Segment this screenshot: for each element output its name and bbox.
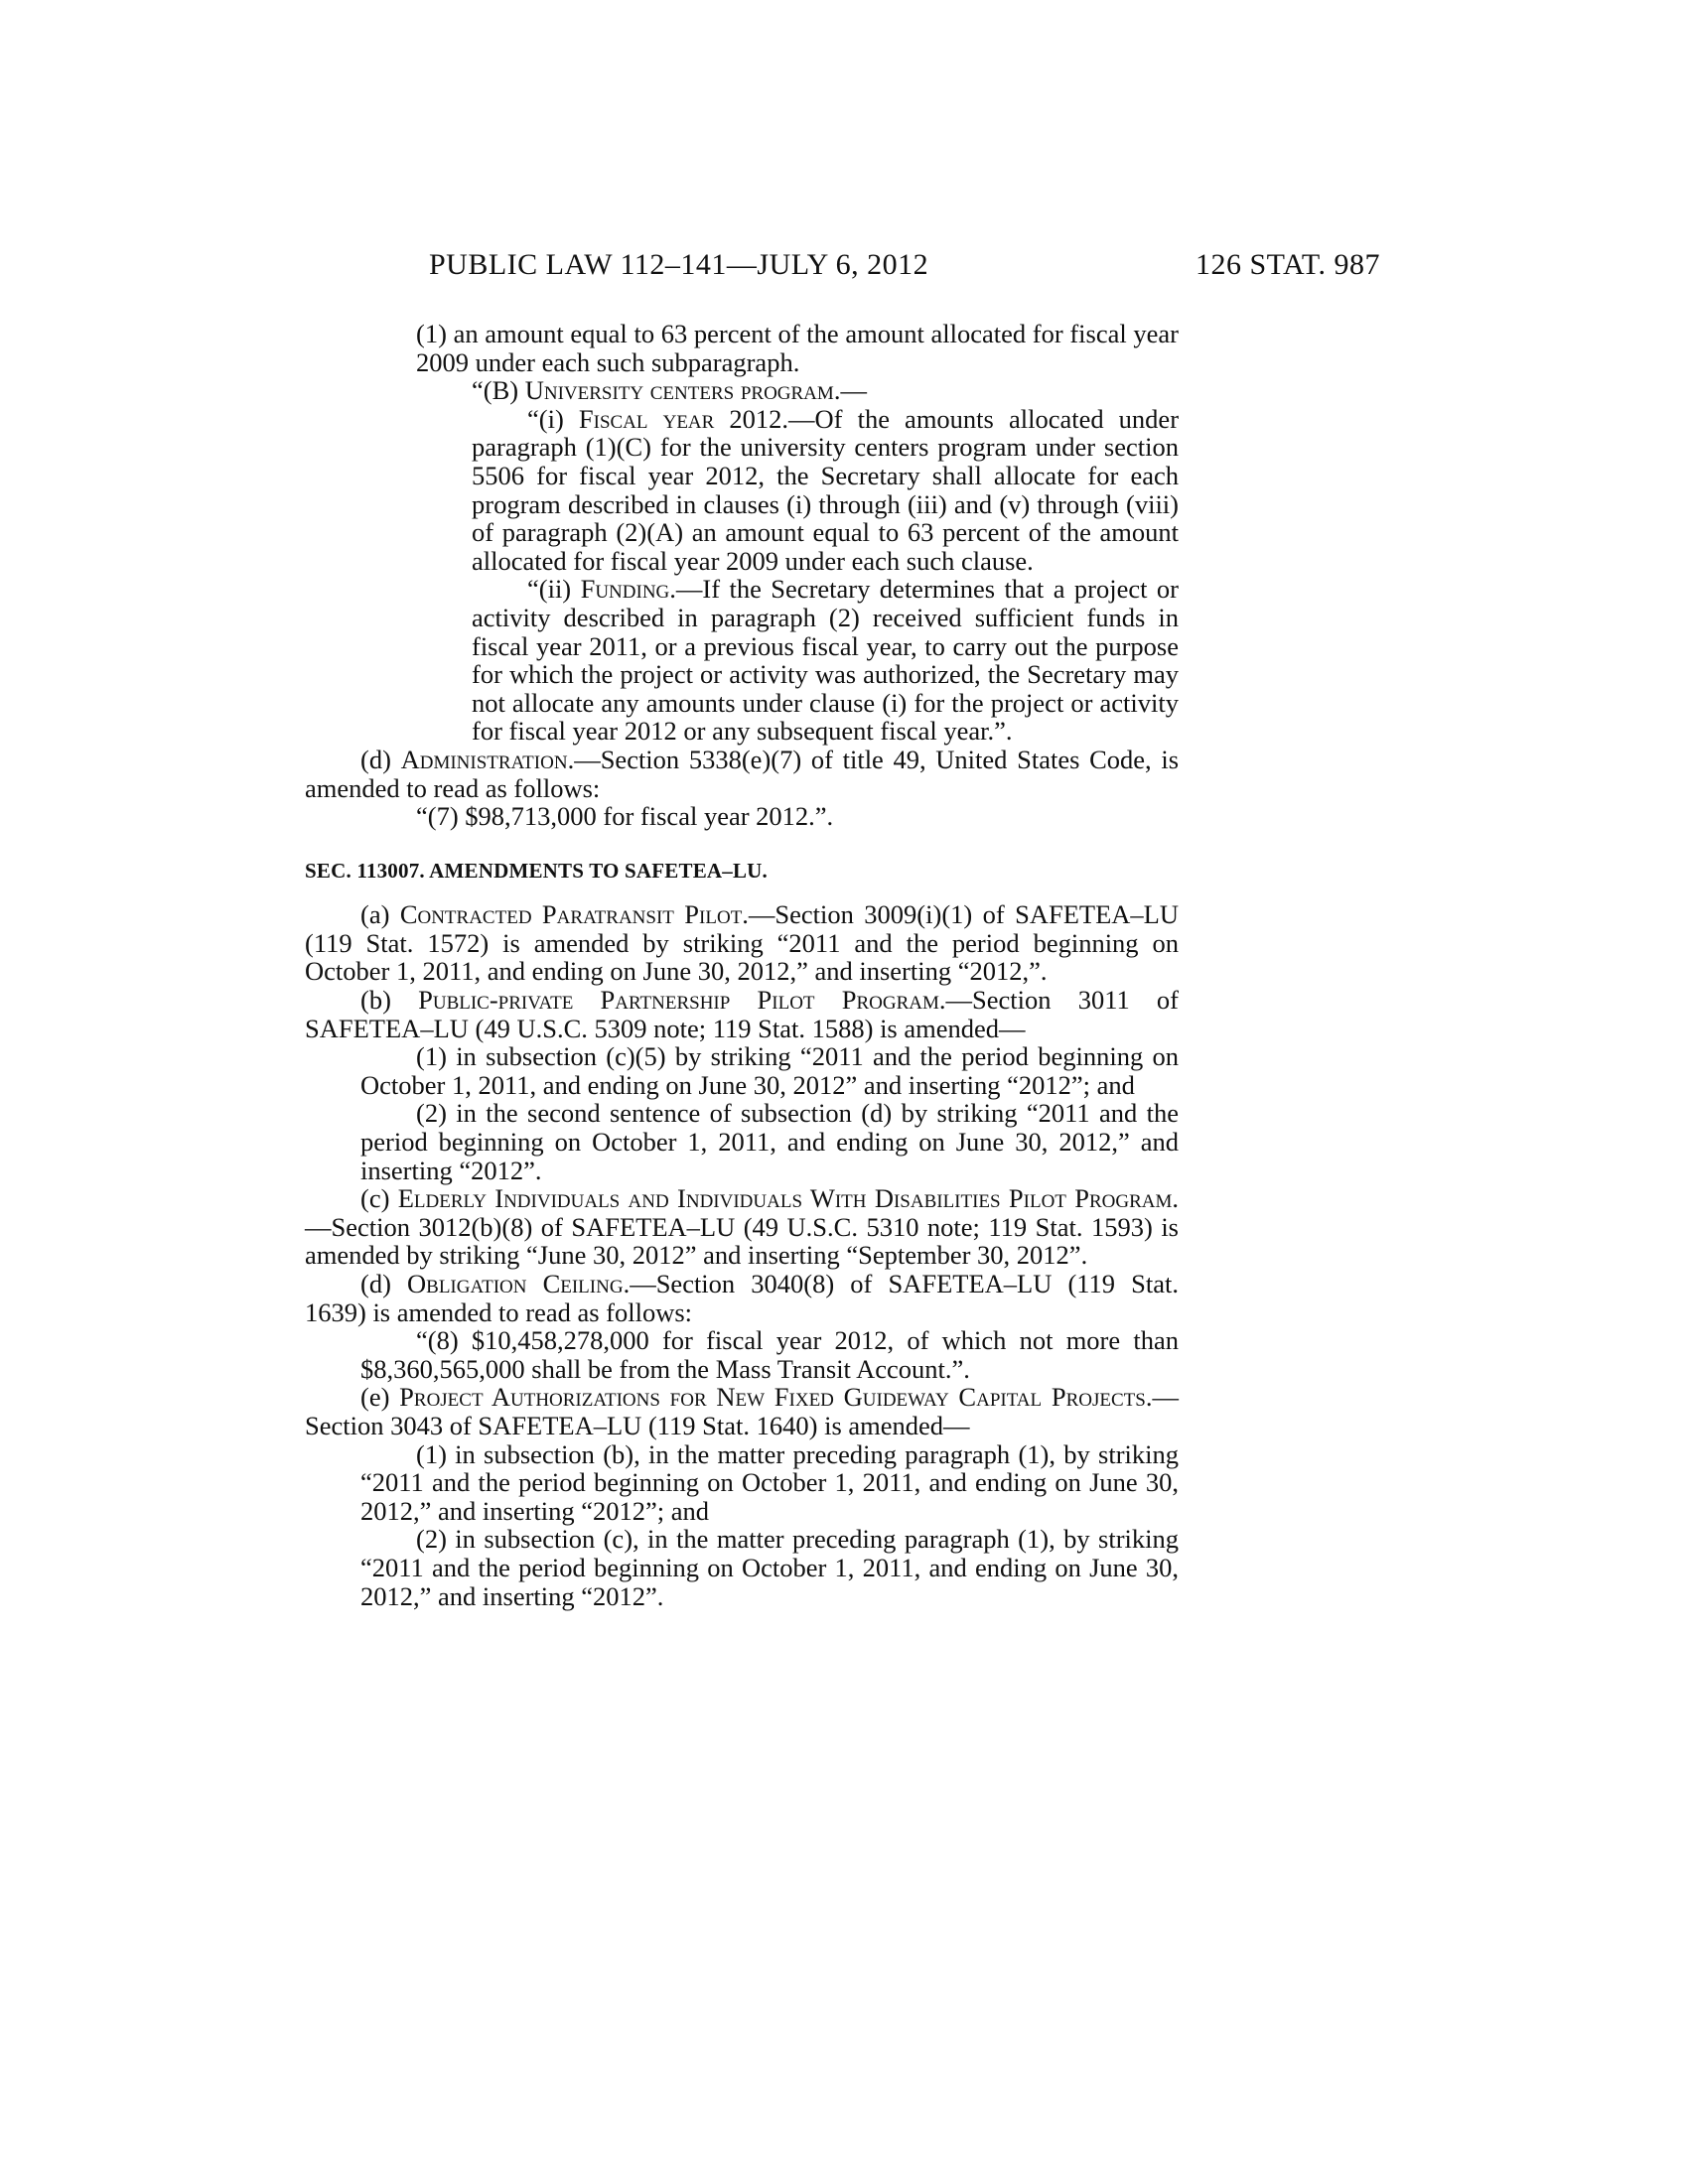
- paragraph: (1) in subsection (b), in the matter preceding paragraph (1), by striking “2011 and the period beginning on October 1, 2011, and ending on June 30, 2012,” and inserting “2012”; and: [360, 1438, 1179, 1526]
- subsection: (e) Project Authorizations for New Fixed Guideway Capital Projects.—Section 3043 of SAFETEA–LU (119 Stat. 1640) is amended—: [305, 1382, 1179, 1440]
- quoted-paragraph: “(8) $10,458,278,000 for fiscal year 2012, of which not more than $8,360,565,000 shall be from the Mass Transit Account.”.: [360, 1325, 1179, 1384]
- subparagraph-heading: “(B) University centers program.—: [472, 375, 867, 406]
- running-header: [298, 248, 1380, 288]
- paragraph: (1) in subsection (c)(5) by striking “2011 and the period beginning on October 1, 2011, and ending on June 30, 2012” and inserting “2012”; and: [360, 1041, 1179, 1100]
- page-title: PUBLIC LAW 112–141—JULY 6, 2012: [429, 248, 929, 281]
- subsection: (c) Elderly Individuals and Individuals With Disabilities Pilot Program.—Section 3012(b)(8) of SAFETEA–LU (49 U.S.C. 5310 note; 119 Stat. 1593) is amended by striking “June 30, 2012” and inserting “September 30, 2012”.: [305, 1183, 1179, 1271]
- stat-page-number: 126 STAT. 987: [1195, 248, 1380, 281]
- paragraph: (2) in the second sentence of subsection (d) by striking “2011 and the period beginning on October 1, 2011, and ending on June 30, 2012,” and inserting “2012”.: [360, 1098, 1179, 1185]
- clause: “(i) Fiscal year 2012.—Of the amounts allocated under paragraph (1)(C) for the university centers program under section 5506 for fiscal year 2012, the Secretary shall allocate for each program described in clauses (i) through (iii) and (v) through (viii) of paragraph (2)(A) an amount equal to 63 percent of the amount allocated for fiscal year 2009 under each such clause.: [472, 403, 1180, 576]
- quoted-paragraph: “(7) $98,713,000 for fiscal year 2012.”.: [416, 801, 834, 832]
- document-body: [305, 320, 1179, 1610]
- subsection: (d) Administration.—Section 5338(e)(7) of title 49, United States Code, is amended to read as follows:: [305, 744, 1180, 803]
- section-heading: SEC. 113007. AMENDMENTS TO SAFETEA–LU.: [305, 858, 769, 883]
- clause: “(ii) Funding.—If the Secretary determines that a project or activity described in paragraph (2) received sufficient funds in fiscal year 2011, or a previous fiscal year, to carry out the purpose for which the project or activity was authorized, the Secretary may not allocate any amounts under clause (i) for the project or activity for fiscal year 2012 or any subsequent fiscal year.”.: [472, 574, 1180, 747]
- paragraph: (2) in subsection (c), in the matter preceding paragraph (1), by striking “2011 and the period beginning on October 1, 2011, and ending on June 30, 2012,” and inserting “2012”.: [360, 1524, 1179, 1611]
- subsection: (a) Contracted Paratransit Pilot.—Section 3009(i)(1) of SAFETEA–LU (119 Stat. 1572) is amended by striking “2011 and the period beginning on October 1, 2011, and ending on June 30, 2012,” and inserting “2012,”.: [305, 899, 1179, 987]
- paragraph: (1) an amount equal to 63 percent of the amount allocated for fiscal year 2009 under each such subparagraph.: [416, 319, 1179, 377]
- subsection: (b) Public-private Partnership Pilot Program.—Section 3011 of SAFETEA–LU (49 U.S.C. 5309 note; 119 Stat. 1588) is amended—: [305, 985, 1179, 1043]
- subsection: (d) Obligation Ceiling.—Section 3040(8) of SAFETEA–LU (119 Stat. 1639) is amended to read as follows:: [305, 1269, 1179, 1327]
